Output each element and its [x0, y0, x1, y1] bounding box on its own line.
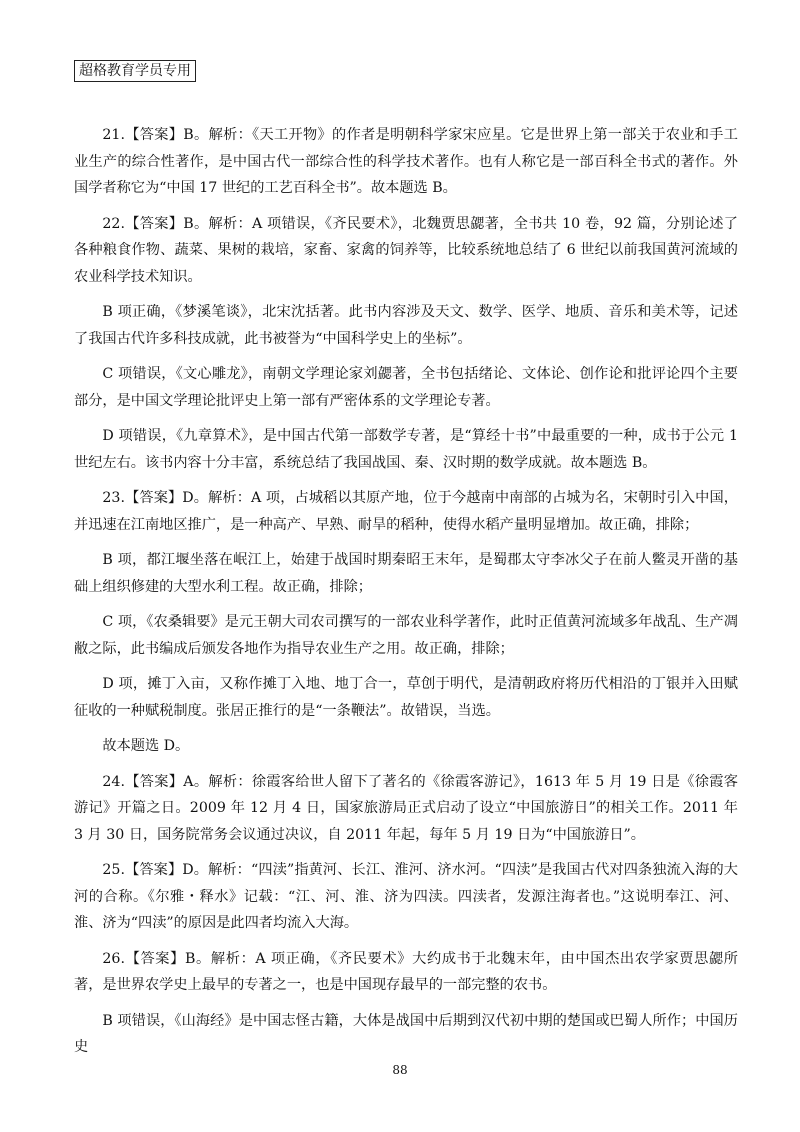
paragraph-q23-conclusion: 故本题选 D。 [102, 738, 190, 754]
paragraph-q22-d: D 项错误，《九章算术》，是中国古代第一部数学专著，是“算经十书”中最重要的一种，成书于公元 1 世纪左右。该书内容十分丰富，系统总结了我国战国、秦、汉时期的数学成就。故本题选 B。 [74, 428, 738, 471]
paragraph-q24: 24.【答案】A。解析：徐霞客给世人留下了著名的《徐霞客游记》，1613 年 5 月 19 日是《徐霞客游记》开篇之日。2009 年 12 月 4 日，国家旅游局正式启动了设立“中国旅游日”的相关工作。2011 年 3 月 30 日，国务院常务会议通过决议，自 2011 年起，每年 5 月 19 日为“中国旅游日”。 [74, 773, 738, 843]
paragraph-q22: 22.【答案】B。解析：A 项错误，《齐民要术》，北魏贾思勰著，全书共 10 卷，92 篇，分别论述了各种粮食作物、蔬菜、果树的栽培，家畜、家禽的饲养等，比较系统地总结了 6 世纪以前我国黄河流域的农业科学技术知识。 [74, 215, 738, 285]
paragraph-q23-d: D 项，摊丁入亩，又称作摊丁入地、地丁合一，草创于明代，是清朝政府将历代相沿的丁银并入田赋征收的一种赋税制度。张居正推行的是“一条鞭法”。故错误，当选。 [74, 676, 738, 719]
paragraph-q23-c: C 项，《农桑辑要》是元王朝大司农司撰写的一部农业科学著作，此时正值黄河流域多年战乱、生产凋敝之际，此书编成后颁发各地作为指导农业生产之用。故正确，排除； [74, 614, 738, 657]
paragraph-q26: 26.【答案】B。解析：A 项正确，《齐民要术》大约成书于北魏末年，由中国杰出农学家贾思勰所著，是世界农学史上最早的专著之一，也是中国现存最早的一部完整的农书。 [74, 950, 738, 993]
paragraph-q25: 25.【答案】D。解析：“四渎”指黄河、长江、淮河、济水河。“四渎”是我国古代对四条独流入海的大河的合称。《尔雅・释水》记载：“江、河、淮、济为四渎。四渎者，发源注海者也。”这说明奉江、河、淮、济为“四渎”的原因是此四者均流入大海。 [74, 862, 738, 931]
page-number: 88 [392, 1063, 408, 1077]
paragraph-q23: 23.【答案】D。解析：A 项，占城稻以其原产地，位于今越南中南部的占城为名，宋朝时引入中国，并迅速在江南地区推广，是一种高产、早熟、耐旱的稻种，使得水稻产量明显增加。故正确，排除； [74, 490, 738, 533]
header-label: 超格教育学员专用 [74, 60, 196, 82]
paragraph-q22-b: B 项正确，《梦溪笔谈》，北宋沈括著。此书内容涉及天文、数学、医学、地质、音乐和美术等，记述了我国古代许多科技成就，此书被誉为“中国科学史上的坐标”。 [74, 304, 738, 347]
paragraph-q21: 21.【答案】B。解析：《天工开物》的作者是明朝科学家宋应星。它是世界上第一部关于农业和手工业生产的综合性著作，是中国古代一部综合性的科学技术著作。也有人称它是一部百科全书式的著作。外国学者称它为“中国 17 世纪的工艺百科全书”。故本题选 B。 [74, 127, 738, 196]
paragraph-q26-b: B 项错误，《山海经》是中国志怪古籍，大体是战国中后期到汉代初中期的楚国或巴蜀人所作；中国历史 [74, 1012, 738, 1055]
answer-explanations [74, 122, 738, 1070]
paragraph-q23-b: B 项，都江堰坐落在岷江上，始建于战国时期秦昭王末年，是蜀郡太守李冰父子在前人鳖灵开凿的基础上组织修建的大型水利工程。故正确，排除； [74, 552, 738, 595]
paragraph-q22-c: C 项错误，《文心雕龙》，南朝文学理论家刘勰著，全书包括绪论、文体论、创作论和批评论四个主要部分，是中国文学理论批评史上第一部有严密体系的文学理论专著。 [74, 366, 738, 409]
